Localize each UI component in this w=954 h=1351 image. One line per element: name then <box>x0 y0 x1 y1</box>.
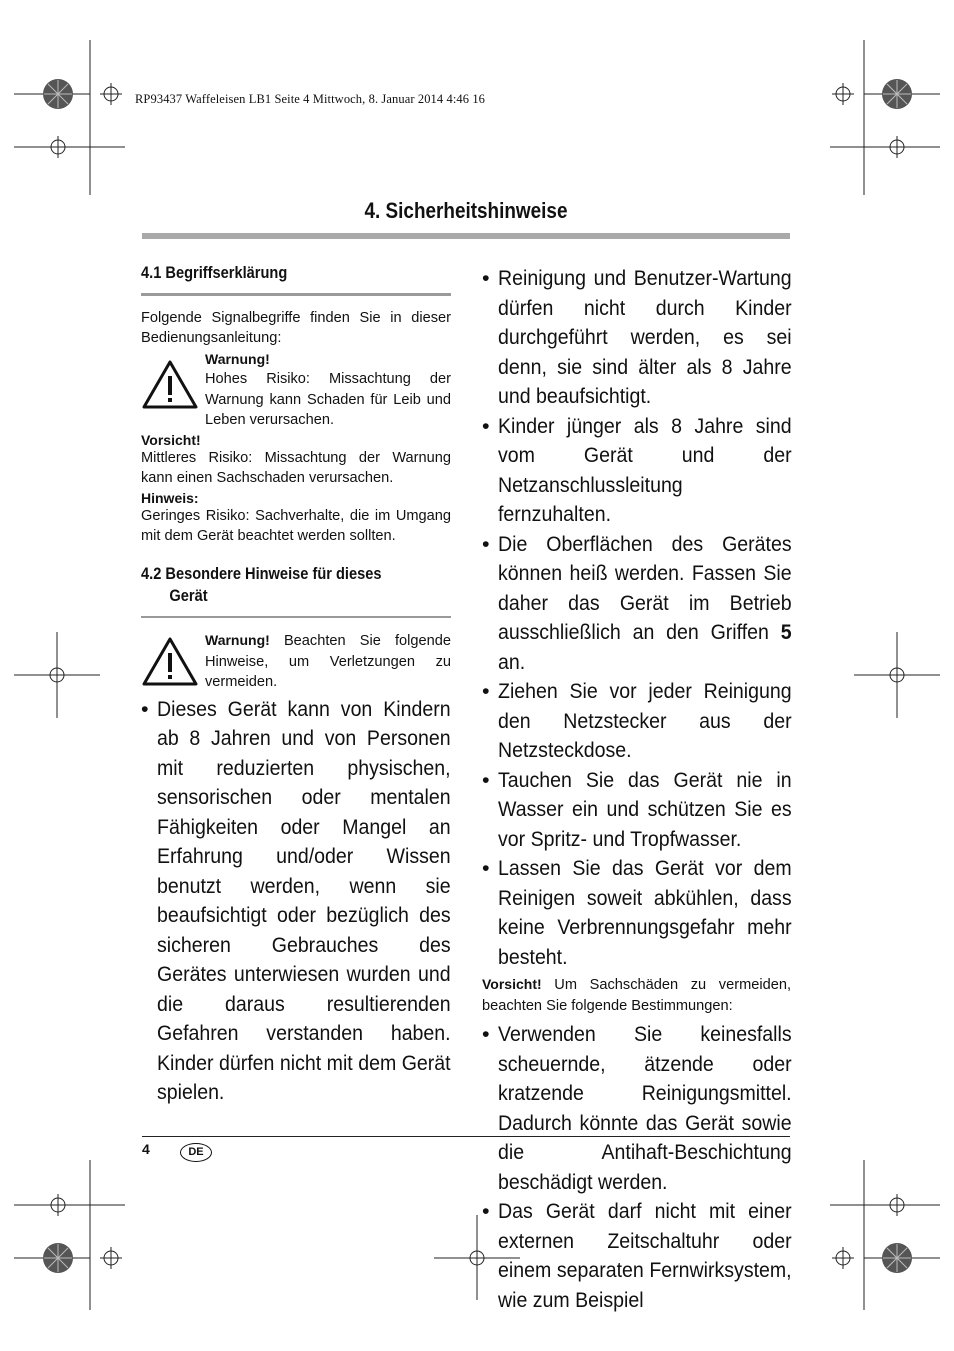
footer-rule <box>142 1136 790 1137</box>
bullet3-text: Die Oberflächen des Gerätes können heiß werden. Fassen Sie daher das Gerät im Betrieb ausschließlich an den Griffen <box>498 531 792 644</box>
right-bullet-list <box>482 264 791 972</box>
list-item: • Die Oberflächen des Gerätes können heiß werden. Fassen Sie daher das Gerät im Betrieb ausschließlich an den Griffen 5 an. <box>482 531 792 674</box>
print-header: RP93437 Waffeleisen LB1 Seite 4 Mittwoch, 8. Januar 2014 4:46 16 <box>135 92 486 106</box>
section-4-2-heading-line1: 4.2 Besondere Hinweise für dieses <box>141 563 382 583</box>
part-reference: 5 <box>780 620 792 644</box>
warning-label: Warnung! <box>205 350 270 367</box>
section-title: 4. Sicherheitshinweise <box>364 198 568 223</box>
note-label: Hinweis: <box>141 489 199 506</box>
intro-text: Folgende Signalbegriffe finden Sie in dieser Bedienungsanleitung: <box>141 309 451 346</box>
list-item: • Das Gerät darf nicht mit einer externen Zeitschaltuhr oder einem separaten Fernwirksystem, wie zum Beispiel <box>482 1199 792 1312</box>
list-item: • Tauchen Sie das Gerät nie in Wasser ein und schützen Sie es vor Spritz- und Tropfwasser. <box>482 767 792 851</box>
bullet3-tail: an. <box>498 649 526 674</box>
device-warning-text-block <box>205 630 451 693</box>
warning-text-block <box>205 349 451 431</box>
caution-text: Um Sachschäden zu vermeiden, beachten Sie folgende Bestimmungen: <box>482 977 791 1014</box>
list-item: • Reinigung und Benutzer-Wartung dürfen nicht durch Kinder durchgeführt werden, es sei denn, sie sind älter als 8 Jahre und beaufsichtigt. <box>482 266 792 408</box>
right-column <box>482 264 791 1315</box>
subhead-rule <box>141 293 451 296</box>
right-bullet-list-2 <box>482 1020 791 1315</box>
left-column <box>141 262 451 1108</box>
list-item: • Dieses Gerät kann von Kindern ab 8 Jahren und von Personen mit reduzierten physischen, sensorischen oder mentalen Fähigkeiten oder Mangel an Erfahrung und/oder Wissen benutzt werden, wenn sie beaufsichtigt oder bezüglich des sicheren Gebrauches des Gerätes unterwiesen wurden und die daraus resultierenden Gefahren verstanden haben. Kinder dürfen nicht mit dem Gerät spielen. <box>141 696 451 1104</box>
list-item: • Verwenden Sie keinesfalls scheuernde, ätzende oder kratzende Reinigungsmittel. Dadurch könnte das Gerät sowie die Antihaft-Beschichtung beschädigt werden. <box>482 1022 792 1194</box>
list-item: • Kinder jünger als 8 Jahre sind vom Gerät und der Netzanschlussleitung fernzuhalten. <box>482 413 792 526</box>
warning-text: Hohes Risiko: Missachtung der Warnung kann Schaden für Leib und Leben verursachen. <box>205 371 451 428</box>
subhead-rule <box>141 616 451 619</box>
caution-label: Vorsicht! <box>482 976 542 992</box>
warning-triangle-icon <box>141 359 199 411</box>
caution-text: Mittleres Risiko: Missachtung der Warnung kann einen Sachschaden verursachen. <box>141 449 451 486</box>
title-rule <box>142 233 790 239</box>
left-bullet-list <box>141 695 451 1108</box>
language-badge: DE <box>180 1143 212 1162</box>
section-4-1-heading: 4.1 Begriffserklärung <box>141 263 288 282</box>
section-4-2-heading <box>141 563 451 607</box>
list-item: • Ziehen Sie vor jeder Reinigung den Netzstecker aus der Netzsteckdose. <box>482 679 792 762</box>
device-warning-label: Warnung! <box>205 632 270 648</box>
device-warning-text: Beachten Sie folgende Hinweise, um Verletzungen zu vermeiden. <box>205 633 451 690</box>
device-warning <box>141 630 451 693</box>
caution-block <box>482 974 791 1016</box>
caution-label: Vorsicht! <box>141 431 201 448</box>
warning-triangle-icon <box>141 636 199 688</box>
page-number: 4 <box>142 1141 150 1157</box>
warning-definition <box>141 349 451 431</box>
note-text: Geringes Risiko: Sachverhalte, die im Umgang mit dem Gerät beachtet werden sollten. <box>141 507 451 544</box>
list-item: • Lassen Sie das Gerät vor dem Reinigen soweit abkühlen, dass keine Verbrennungsgefahr mehr besteht. <box>482 856 792 969</box>
section-4-2-heading-line2: Gerät <box>169 585 208 605</box>
